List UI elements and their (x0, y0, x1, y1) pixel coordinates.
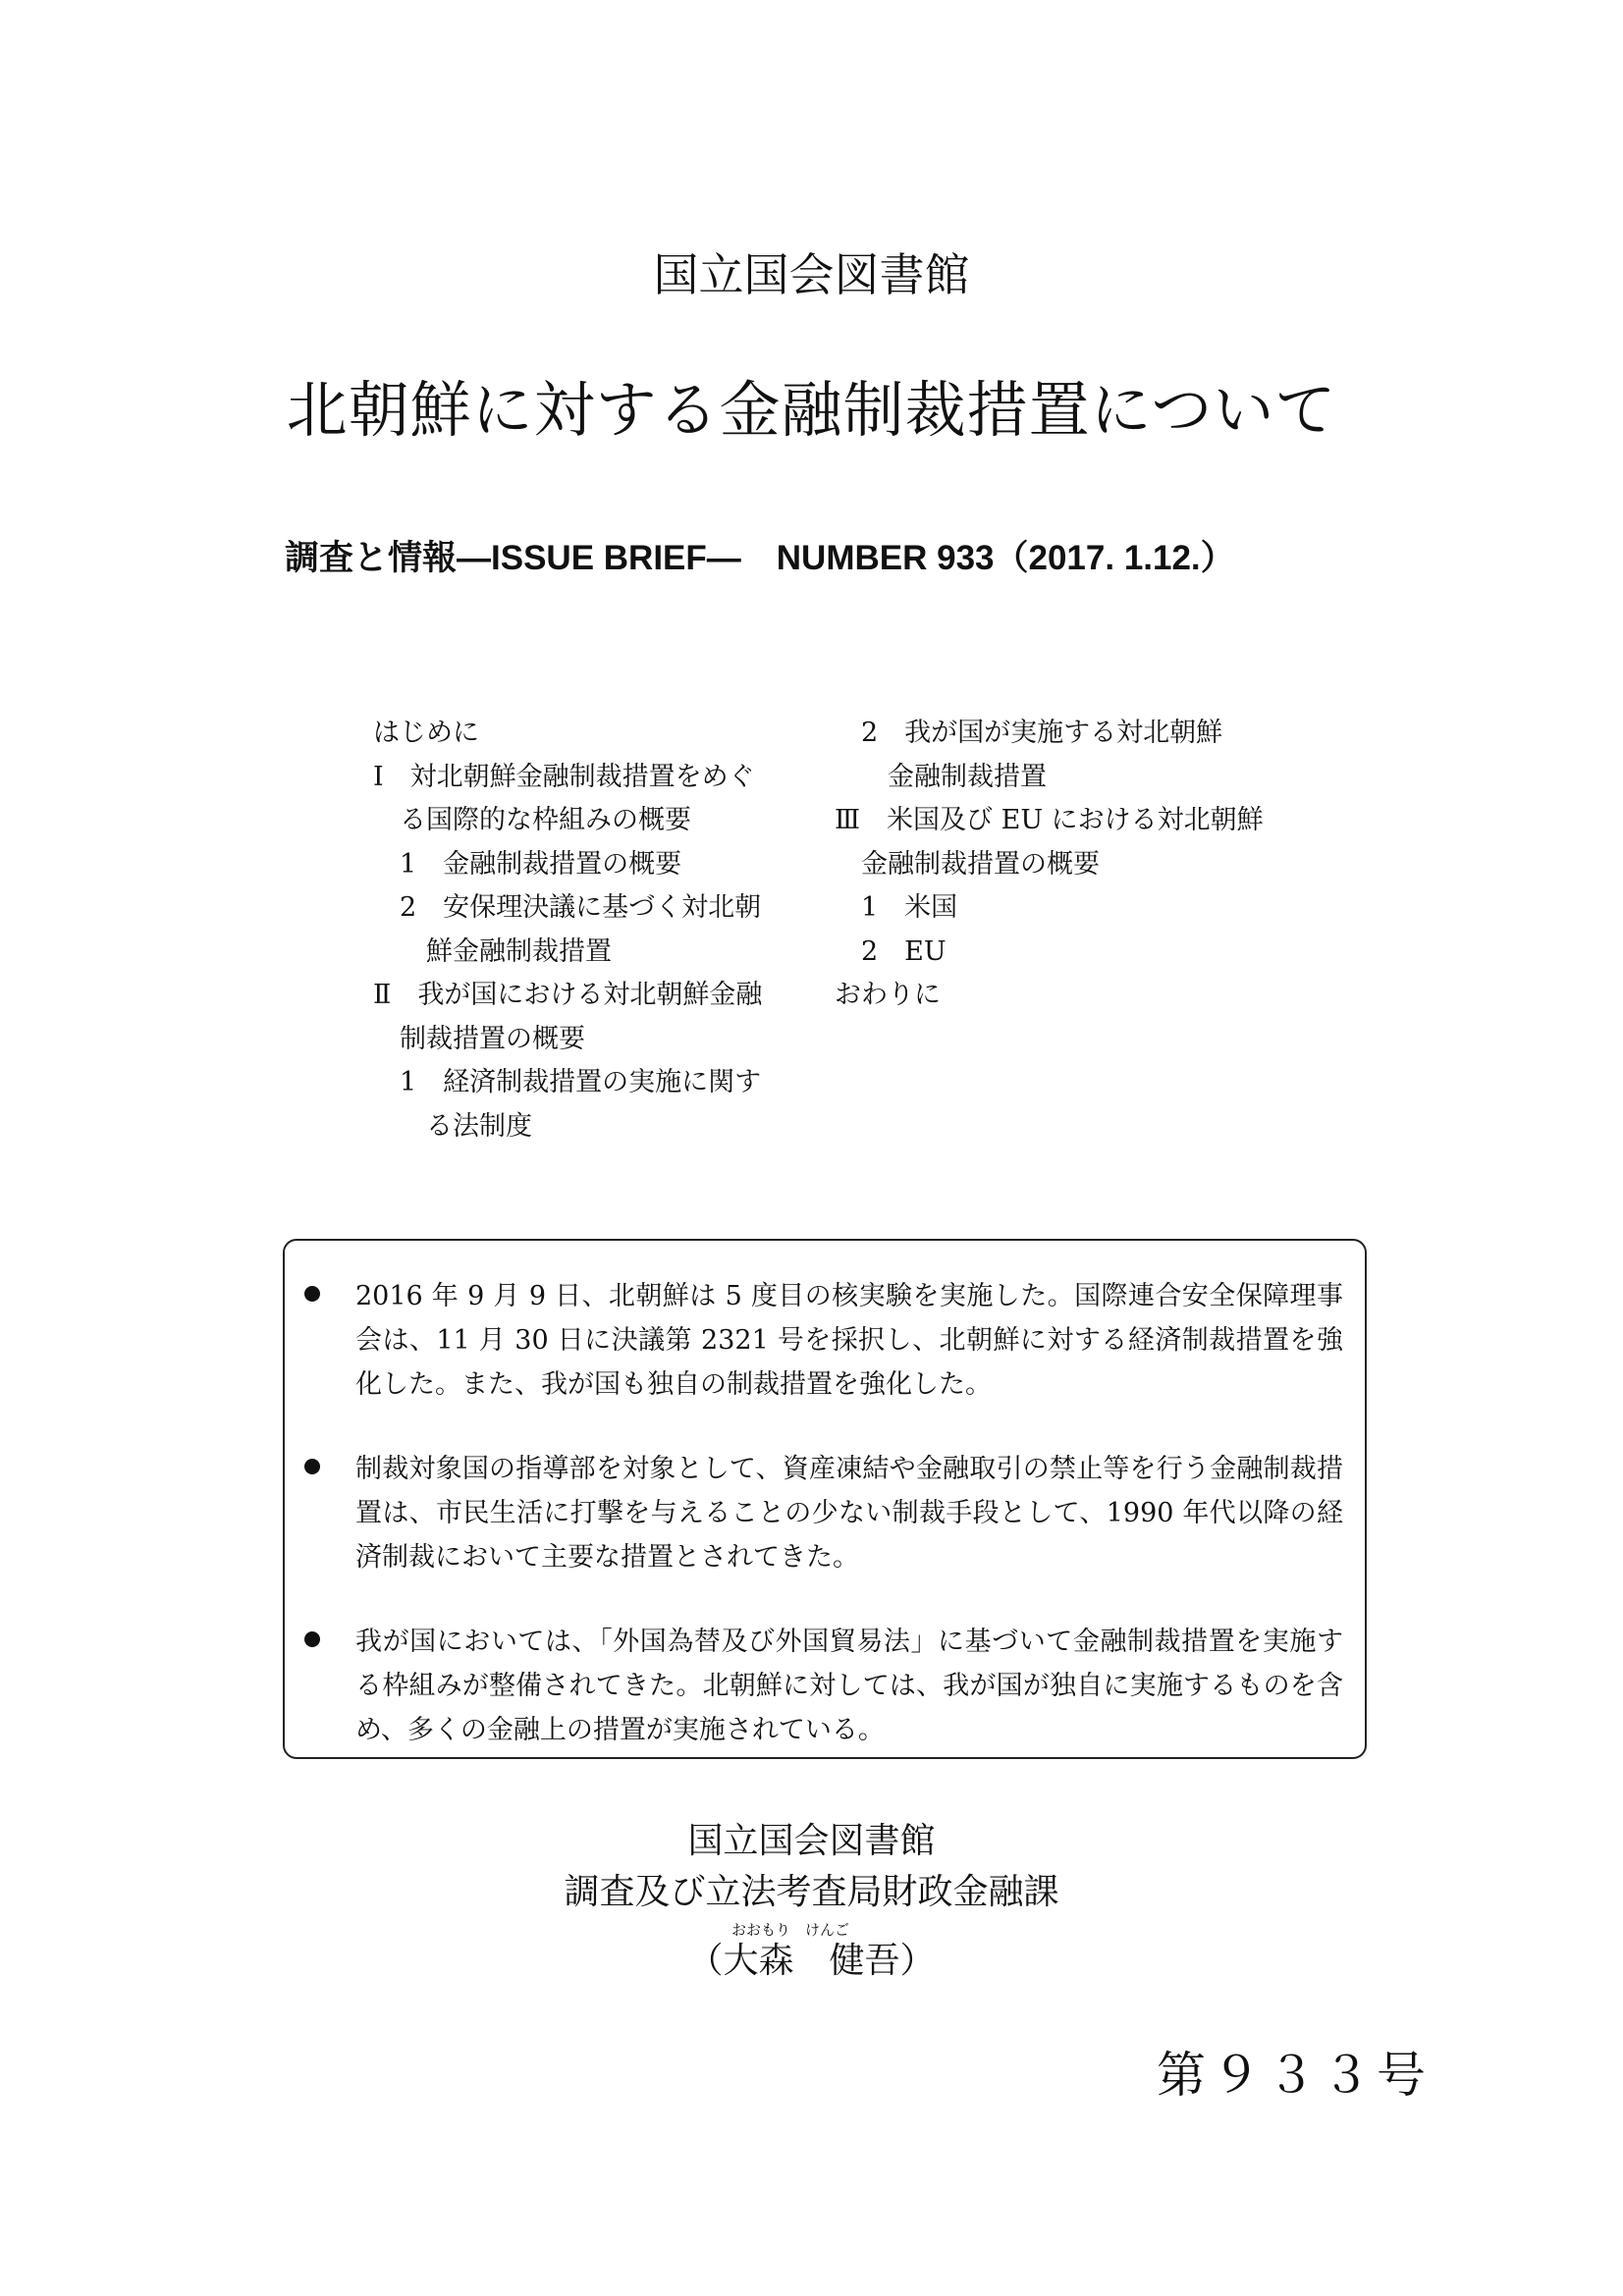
toc-item: 2 安保理決議に基づく対北朝 (373, 892, 762, 923)
issue-number: 第９３３号 (1157, 2047, 1432, 2104)
table-of-contents-right (835, 712, 1325, 1018)
series-line (285, 535, 1235, 582)
toc-item: おわりに (835, 980, 941, 1010)
toc-item: る法制度 (373, 1110, 532, 1142)
toc-item: 制裁措置の概要 (373, 1023, 585, 1054)
toc-item: 鮮金融制裁措置 (373, 935, 612, 967)
series-japanese: 調査と情報 (285, 539, 458, 577)
author-reading: おおもり けんご (731, 1921, 850, 1939)
bullet-icon (304, 1286, 320, 1302)
table-of-contents-left (373, 712, 835, 1148)
footer-bureau: 調査及び立法考査局財政金融課 (564, 1872, 1059, 1912)
toc-item: Ⅰ 対北朝鮮金融制裁措置をめぐ (373, 761, 755, 792)
document-title: 北朝鮮に対する金融制裁措置について (286, 374, 1337, 446)
footer-library: 国立国会図書館 (687, 1821, 936, 1861)
toc-item: Ⅲ 米国及び EU における対北朝鮮 (835, 805, 1264, 835)
issue-number-date: NUMBER 933（2017. 1.12.） (776, 539, 1235, 577)
bullet-icon (304, 1631, 320, 1647)
toc-item: はじめに (373, 718, 479, 748)
toc-item: 1 米国 (835, 892, 958, 923)
toc-item: 金融制裁措置の概要 (835, 848, 1100, 880)
toc-item: る国際的な枠組みの概要 (373, 805, 691, 835)
summary-point (304, 1274, 1343, 1407)
summary-point-text: 我が国においては、「外国為替及び外国貿易法」に基づいて金融制裁措置を実施する枠組みが整備されてきた。北朝鮮に対しては、我が国が独自に実施するものを含め、多くの金融上の措置が実施されている。 (355, 1627, 1343, 1745)
publisher-heading: 国立国会図書館 (653, 248, 970, 301)
author-name: （大森 健吾） (687, 1941, 936, 1981)
toc-item: 金融制裁措置 (835, 761, 1047, 792)
summary-point-text: 制裁対象国の指導部を対象として、資産凍結や金融取引の禁止等を行う金融制裁措置は、市民生活に打撃を与えることの少ない制裁手段として、1990 年代以降の経済制裁において主要な措置とされてきた。 (355, 1454, 1343, 1573)
toc-item: 1 金融制裁措置の概要 (373, 848, 682, 880)
toc-item: 1 経済制裁措置の実施に関す (373, 1067, 762, 1097)
summary-box (283, 1239, 1367, 1759)
toc-item: 2 EU (835, 935, 947, 967)
summary-point (304, 1447, 1343, 1579)
bullet-icon (304, 1459, 320, 1474)
summary-point (304, 1620, 1343, 1752)
toc-item: Ⅱ 我が国における対北朝鮮金融 (373, 980, 763, 1010)
series-english: —ISSUE BRIEF— (457, 539, 741, 577)
toc-item: 2 我が国が実施する対北朝鮮 (835, 718, 1223, 748)
summary-point-text: 2016 年 9 月 9 日、北朝鮮は 5 度目の核実験を実施した。国際連合安全保障理事会は、11 月 30 日に決議第 2321 号を採択し、北朝鮮に対する経済制裁措置を強化した。また、我が国も独自の制裁措置を強化した。 (355, 1281, 1343, 1400)
